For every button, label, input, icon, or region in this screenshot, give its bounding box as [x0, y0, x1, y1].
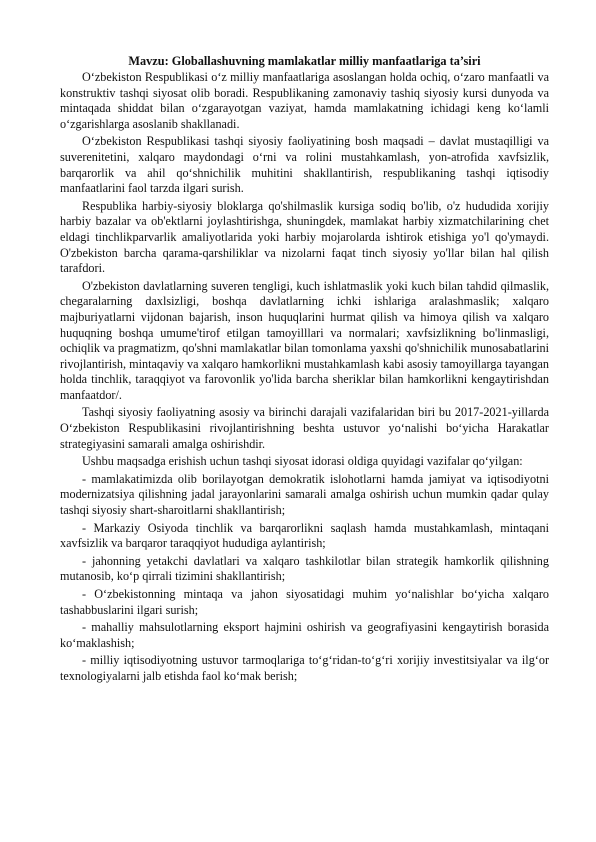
- list-item-task-6: - milliy iqtisodiyotning ustuvor tarmoqlariga to‘g‘ridan-to‘g‘ri xorijiy investitsiyalar va ilg‘or texnologiyalarni jalb etishda faol ko‘mak berish;: [60, 653, 549, 683]
- list-item-task-5: - mahalliy mahsulotlarning eksport hajmini oshirish va geografiyasini kengaytirish borasida ko‘maklashish;: [60, 620, 549, 650]
- document-title: Mavzu: Globallashuvning mamlakatlar milliy manfaatlariga ta’siri: [128, 54, 481, 68]
- list-item-task-2: - Markaziy Osiyoda tinchlik va barqarorlikni saqlash hamda mustahkamlash, mintaqani xavfsizlik va barqaror taraqqiyot hududiga aylantirish;: [60, 520, 549, 551]
- list-item-task-1: - mamlakatimizda olib borilayotgan demokratik islohotlarni hamda jamiyat va iqtisodiyotni modernizatsiya qilishning jadal jarayonlarini samarali amalga oshirish uchun mumkin qadar qulay tashqi siyosiy shart-sharoitlarni shakllantirish;: [60, 471, 549, 518]
- paragraph-military-policy: Respublika harbiy-siyosiy bloklarga qo'shilmaslik kursiga sodiq bo'lib, o'z hududida xorijiy harbiy bazalar va ob'ektlarni joylashtirishga, shuningdek, mamlakat harbiy xizmatchilarining chet eldagi tinchlikparvarlik amaliyotlarida yoki harbiy mojarolarda ishtirok etishiga yo'l qo'ymaydi. O'zbekiston barcha qarama-qarshiliklar va nizolarni faqat tinch siyosiy yo'llar bilan hal qilish tarafdori.: [60, 198, 549, 276]
- paragraph-main-goal: O‘zbekiston Respublikasi tashqi siyosiy faoliyatining bosh maqsadi – davlat mustaqilligi va suverenitetini, xalqaro maydondagi o‘rni va rolini mustahkamlash, yon-atrofida xavfsizlik, barqarorlik va ahil qo‘shnichilik muhitini shakllantirish, respublikaning tashqi iqtisodiy manfaatlarini faol tarzda ilgari surish.: [60, 134, 549, 196]
- paragraph-intro: O‘zbekiston Respublikasi o‘z milliy manfaatlariga asoslangan holda ochiq, o‘zaro manfaatli va konstruktiv tashqi siyosat olib boradi. Respublikaning zamonaviy tashiq siyosiy kursi dunyoda va mintaqada shiddat bilan o‘zgarayotgan vaziyat, hamda mamlakatning ichidagi keng ko‘lamli o‘zgarishlarga asoslanib shakllanadi.: [60, 70, 549, 131]
- paragraph-strategy: Tashqi siyosiy faoliyatning asosiy va birinchi darajali vazifalaridan biri bu 2017-2021-yillarda O‘zbekiston Respublikasini rivojlantirishning beshta ustuvor yo‘nalishi bo‘yicha Harakatlar strategiyasini samarali amalga oshirishdir.: [60, 405, 549, 451]
- paragraph-tasks-intro: Ushbu maqsadga erishish uchun tashqi siyosat idorasi oldiga quyidagi vazifalar qo‘yilgan:: [82, 454, 523, 469]
- list-item-task-4: - O‘zbekistonning mintaqa va jahon siyosatidagi muhim yo‘nalishlar bo‘yicha xalqaro tashabbuslarini ilgari surish;: [60, 587, 549, 617]
- paragraph-principles: O'zbekiston davlatlarning suveren tengligi, kuch ishlatmaslik yoki kuch bilan tahdid qilmaslik, chegaralarning daxlsizligi, boshqa davlatlarning ichki ishlariga aralashmaslik; xalqaro majburiyatlarni vijdonan bajarish, inson huquqlarini hurmat qilish va himoya qilish va xalqaro huquqning boshqa umume'tirof etilgan tamoyilllari va normalari; xavfsizlikning bo'linmasligi, ochiqlik va pragmatizm, qo'shni mamlakatlar bilan tomonlama yaxshi qo'shnichilik munosabatlarini rivojlantirish, mintaqaviy va xalqaro hamkorlikni mustahkamlash kabi asosiy tamoyillarga tayangan holda tinchlik, taraqqiyot va farovonlik yo'lida barcha sheriklar bilan hamkorlikni kengaytirishdan manfaatdor/.: [60, 278, 549, 402]
- list-item-task-3: - jahonning yetakchi davlatlari va xalqaro tashkilotlar bilan strategik hamkorlik qilishning mutanosib, ko‘p qirrali tizimini shakllantirish;: [60, 553, 549, 584]
